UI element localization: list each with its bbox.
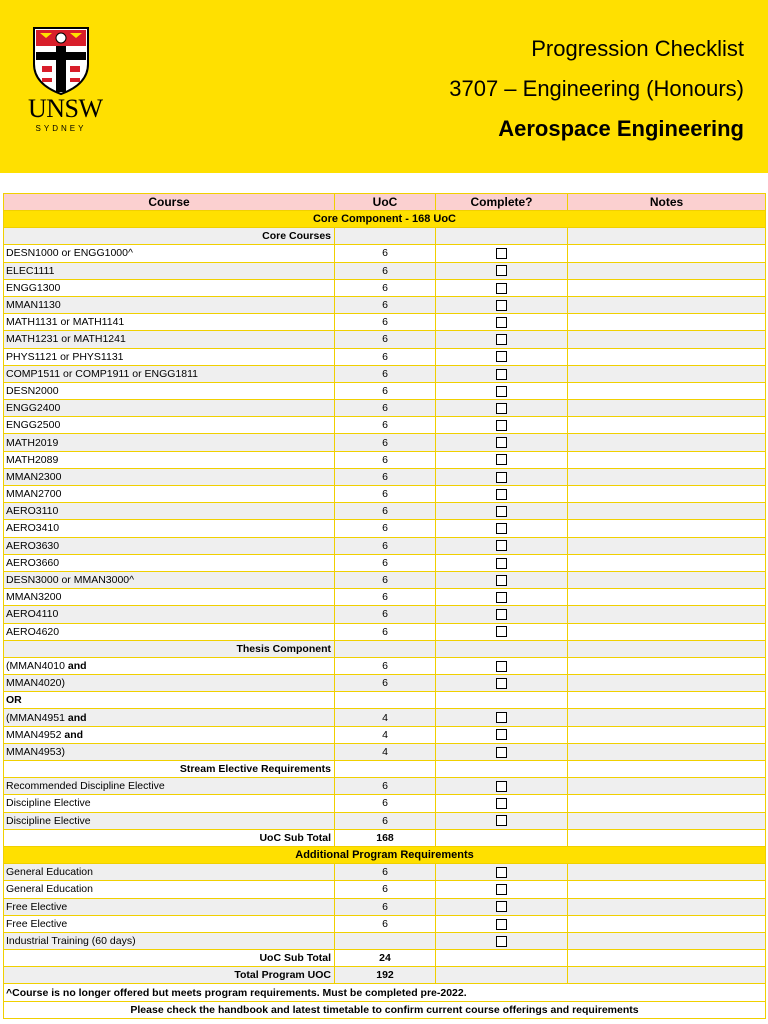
course-cell: Recommended Discipline Elective [4, 778, 335, 795]
course-cell [4, 692, 335, 709]
course-cell: DESN2000 [4, 382, 335, 399]
uoc-cell: 6 [335, 331, 436, 348]
complete-checkbox[interactable] [496, 936, 507, 947]
complete-cell [436, 554, 568, 571]
table-row [4, 296, 766, 313]
complete-checkbox[interactable] [496, 884, 507, 895]
complete-cell [436, 486, 568, 503]
complete-checkbox[interactable] [496, 867, 507, 878]
notes-cell [568, 382, 766, 399]
table-row [4, 657, 766, 674]
table-row [4, 881, 766, 898]
subheading-label: Stream Elective Requirements [4, 761, 335, 778]
course-code: MMAN4952 [6, 728, 62, 741]
subheading-thesis [4, 640, 766, 657]
table-row [4, 348, 766, 365]
complete-cell [436, 571, 568, 588]
course-cell: Discipline Elective [4, 795, 335, 812]
notes-cell [568, 743, 766, 760]
complete-cell [436, 245, 568, 262]
table-row [4, 400, 766, 417]
complete-cell [436, 743, 568, 760]
notes-cell [568, 468, 766, 485]
uoc-cell: 6 [335, 503, 436, 520]
course-cell [4, 726, 335, 743]
additional-subtotal-row [4, 950, 766, 967]
uoc-cell: 6 [335, 915, 436, 932]
complete-cell [436, 417, 568, 434]
course-cell: MATH2019 [4, 434, 335, 451]
complete-cell [436, 228, 568, 245]
and-connector: and [67, 711, 87, 724]
course-cell [4, 743, 335, 760]
uoc-cell: 6 [335, 675, 436, 692]
uoc-cell: 6 [335, 451, 436, 468]
uoc-cell: 4 [335, 743, 436, 760]
notes-cell [568, 640, 766, 657]
notes-cell [568, 795, 766, 812]
section-additional-requirements [4, 846, 766, 863]
notes-cell [568, 950, 766, 967]
table-row [4, 898, 766, 915]
and-connector: and [67, 659, 87, 672]
course-code: OR [6, 694, 22, 707]
notes-cell [568, 657, 766, 674]
notes-cell [568, 589, 766, 606]
table-row [4, 434, 766, 451]
logo-subtext: SYDNEY [35, 124, 87, 133]
complete-cell [436, 296, 568, 313]
section-heading: Additional Program Requirements [4, 846, 766, 863]
table-row [4, 468, 766, 485]
complete-checkbox[interactable] [496, 609, 507, 620]
course-cell [4, 657, 335, 674]
complete-cell [436, 761, 568, 778]
course-cell: AERO4110 [4, 606, 335, 623]
notes-cell [568, 778, 766, 795]
complete-cell [436, 778, 568, 795]
uoc-cell: 6 [335, 537, 436, 554]
total-label: UoC Sub Total [4, 829, 335, 846]
complete-cell [436, 967, 568, 984]
uoc-cell: 6 [335, 864, 436, 881]
complete-cell [436, 468, 568, 485]
total-value: 24 [335, 950, 436, 967]
uoc-cell: 6 [335, 778, 436, 795]
table-row [4, 520, 766, 537]
subheading-core-courses [4, 228, 766, 245]
notes-cell [568, 400, 766, 417]
complete-cell [436, 451, 568, 468]
complete-checkbox[interactable] [496, 506, 507, 517]
course-cell [4, 675, 335, 692]
complete-checkbox[interactable] [496, 626, 507, 637]
subheading-label: Core Courses [4, 228, 335, 245]
notes-cell [568, 520, 766, 537]
course-code: MMAN4953) [6, 745, 65, 758]
notes-cell [568, 245, 766, 262]
handbook-note-text: Please check the handbook and latest timetable to confirm current course offerings and requirements [4, 1001, 766, 1018]
course-cell: Discipline Elective [4, 812, 335, 829]
complete-checkbox[interactable] [496, 403, 507, 414]
table-row [4, 451, 766, 468]
table-row [4, 417, 766, 434]
notes-cell [568, 967, 766, 984]
uoc-cell: 6 [335, 382, 436, 399]
uoc-cell: 6 [335, 468, 436, 485]
uoc-cell: 6 [335, 795, 436, 812]
course-cell: PHYS1121 or PHYS1131 [4, 348, 335, 365]
course-cell: DESN3000 or MMAN3000^ [4, 571, 335, 588]
course-cell: Industrial Training (60 days) [4, 932, 335, 949]
course-cell: COMP1511 or COMP1911 or ENGG1811 [4, 365, 335, 382]
complete-cell [436, 623, 568, 640]
complete-checkbox[interactable] [496, 351, 507, 362]
table-row [4, 778, 766, 795]
complete-checkbox[interactable] [496, 386, 507, 397]
uoc-cell: 6 [335, 657, 436, 674]
subheading-stream-electives [4, 761, 766, 778]
uoc-cell: 6 [335, 262, 436, 279]
uoc-cell: 4 [335, 726, 436, 743]
notes-cell [568, 434, 766, 451]
column-header-course: Course [4, 194, 335, 211]
table-row [4, 915, 766, 932]
course-cell: AERO3410 [4, 520, 335, 537]
complete-checkbox[interactable] [496, 712, 507, 723]
notes-cell [568, 881, 766, 898]
table-row [4, 382, 766, 399]
table-row [4, 571, 766, 588]
total-value: 168 [335, 829, 436, 846]
notes-cell [568, 898, 766, 915]
complete-cell [436, 520, 568, 537]
table-row [4, 726, 766, 743]
complete-cell [436, 606, 568, 623]
notes-cell [568, 812, 766, 829]
section-core-component [4, 211, 766, 228]
complete-cell [436, 881, 568, 898]
complete-cell [436, 589, 568, 606]
course-cell: MATH1131 or MATH1141 [4, 314, 335, 331]
complete-checkbox[interactable] [496, 575, 507, 586]
progression-table [3, 193, 766, 1019]
complete-cell [436, 795, 568, 812]
uoc-cell: 6 [335, 606, 436, 623]
notes-cell [568, 296, 766, 313]
uoc-cell: 6 [335, 623, 436, 640]
complete-checkbox[interactable] [496, 661, 507, 672]
footnote-text: ^Course is no longer offered but meets program requirements. Must be completed pre-2022. [4, 984, 766, 1001]
and-connector: and [64, 728, 84, 741]
column-header-complete: Complete? [436, 194, 568, 211]
notes-cell [568, 279, 766, 296]
complete-cell [436, 726, 568, 743]
uoc-cell: 6 [335, 314, 436, 331]
uoc-cell: 6 [335, 279, 436, 296]
uoc-cell [335, 228, 436, 245]
notes-cell [568, 365, 766, 382]
complete-cell [436, 365, 568, 382]
uoc-cell: 6 [335, 812, 436, 829]
course-cell: MATH2089 [4, 451, 335, 468]
complete-checkbox[interactable] [496, 747, 507, 758]
uoc-cell: 6 [335, 296, 436, 313]
complete-checkbox[interactable] [496, 454, 507, 465]
notes-cell [568, 554, 766, 571]
document-title: Progression Checklist [531, 36, 744, 61]
complete-cell [436, 915, 568, 932]
course-cell: AERO4620 [4, 623, 335, 640]
notes-cell [568, 417, 766, 434]
complete-checkbox[interactable] [496, 798, 507, 809]
complete-checkbox[interactable] [496, 919, 507, 930]
table-row [4, 245, 766, 262]
uoc-cell [335, 640, 436, 657]
complete-checkbox[interactable] [496, 592, 507, 603]
notes-cell [568, 571, 766, 588]
complete-cell [436, 400, 568, 417]
complete-checkbox[interactable] [496, 472, 507, 483]
table-row [4, 262, 766, 279]
course-cell: ELEC1111 [4, 262, 335, 279]
complete-cell [436, 657, 568, 674]
course-cell: AERO3660 [4, 554, 335, 571]
table-row [4, 606, 766, 623]
notes-cell [568, 503, 766, 520]
notes-cell [568, 314, 766, 331]
complete-checkbox[interactable] [496, 248, 507, 259]
table-row [4, 932, 766, 949]
table-row [4, 623, 766, 640]
section-heading: Core Component - 168 UoC [4, 211, 766, 228]
complete-checkbox[interactable] [496, 369, 507, 380]
complete-cell [436, 898, 568, 915]
complete-cell [436, 950, 568, 967]
complete-checkbox[interactable] [496, 540, 507, 551]
complete-checkbox[interactable] [496, 317, 507, 328]
table-row [4, 743, 766, 760]
handbook-note-row [4, 1001, 766, 1018]
footnote-row [4, 984, 766, 1001]
complete-cell [436, 932, 568, 949]
uoc-cell: 6 [335, 417, 436, 434]
complete-cell [436, 279, 568, 296]
uoc-cell: 6 [335, 898, 436, 915]
column-header-notes: Notes [568, 194, 766, 211]
complete-cell [436, 331, 568, 348]
uoc-cell [335, 932, 436, 949]
course-cell: Free Elective [4, 898, 335, 915]
program-title: 3707 – Engineering (Honours) [449, 76, 744, 101]
table-row [4, 812, 766, 829]
complete-checkbox[interactable] [496, 781, 507, 792]
table-row [4, 864, 766, 881]
complete-cell [436, 864, 568, 881]
uoc-cell: 6 [335, 571, 436, 588]
uoc-cell: 6 [335, 520, 436, 537]
course-cell: MMAN2700 [4, 486, 335, 503]
uoc-cell: 4 [335, 709, 436, 726]
complete-checkbox[interactable] [496, 558, 507, 569]
header-banner [0, 0, 768, 173]
notes-cell [568, 606, 766, 623]
table-row [4, 365, 766, 382]
complete-checkbox[interactable] [496, 265, 507, 276]
course-cell: General Education [4, 881, 335, 898]
course-cell: General Education [4, 864, 335, 881]
complete-checkbox[interactable] [496, 678, 507, 689]
complete-cell [436, 382, 568, 399]
uoc-cell [335, 761, 436, 778]
complete-cell [436, 675, 568, 692]
course-cell: ENGG1300 [4, 279, 335, 296]
table-row [4, 692, 766, 709]
complete-cell [436, 434, 568, 451]
notes-cell [568, 761, 766, 778]
complete-checkbox[interactable] [496, 489, 507, 500]
table-row [4, 675, 766, 692]
table-row [4, 503, 766, 520]
uoc-cell: 6 [335, 486, 436, 503]
total-program-row [4, 967, 766, 984]
complete-checkbox[interactable] [496, 420, 507, 431]
unsw-crest-icon [28, 24, 94, 96]
logo-wordmark: UNSW [28, 94, 103, 123]
table-row [4, 709, 766, 726]
notes-cell [568, 915, 766, 932]
course-code: MMAN4020) [6, 677, 65, 690]
specialisation-title: Aerospace Engineering [498, 116, 744, 141]
complete-cell [436, 812, 568, 829]
complete-cell [436, 348, 568, 365]
complete-cell [436, 537, 568, 554]
total-label: UoC Sub Total [4, 950, 335, 967]
complete-cell [436, 692, 568, 709]
uoc-cell: 6 [335, 348, 436, 365]
course-cell: ENGG2500 [4, 417, 335, 434]
complete-cell [436, 709, 568, 726]
notes-cell [568, 932, 766, 949]
complete-cell [436, 314, 568, 331]
course-cell: AERO3110 [4, 503, 335, 520]
notes-cell [568, 675, 766, 692]
table-row [4, 486, 766, 503]
column-header-uoc: UoC [335, 194, 436, 211]
complete-checkbox[interactable] [496, 334, 507, 345]
table-row [4, 279, 766, 296]
notes-cell [568, 228, 766, 245]
table-row [4, 537, 766, 554]
course-cell: MMAN2300 [4, 468, 335, 485]
notes-cell [568, 709, 766, 726]
total-value: 192 [335, 967, 436, 984]
uoc-cell: 6 [335, 245, 436, 262]
notes-cell [568, 262, 766, 279]
course-code: (MMAN4010 [6, 659, 65, 672]
notes-cell [568, 537, 766, 554]
course-cell [4, 709, 335, 726]
table-row [4, 795, 766, 812]
table-row [4, 331, 766, 348]
column-header-row [4, 194, 766, 211]
notes-cell [568, 486, 766, 503]
table-row [4, 589, 766, 606]
notes-cell [568, 623, 766, 640]
complete-checkbox[interactable] [496, 901, 507, 912]
course-cell: AERO3630 [4, 537, 335, 554]
table-row [4, 554, 766, 571]
uoc-cell: 6 [335, 365, 436, 382]
uoc-cell [335, 692, 436, 709]
complete-checkbox[interactable] [496, 300, 507, 311]
complete-cell [436, 640, 568, 657]
uoc-cell: 6 [335, 400, 436, 417]
course-cell: Free Elective [4, 915, 335, 932]
notes-cell [568, 451, 766, 468]
notes-cell [568, 829, 766, 846]
complete-cell [436, 503, 568, 520]
course-code: (MMAN4951 [6, 711, 65, 724]
uoc-cell: 6 [335, 554, 436, 571]
complete-checkbox[interactable] [496, 729, 507, 740]
complete-checkbox[interactable] [496, 283, 507, 294]
complete-cell [436, 829, 568, 846]
course-cell: MATH1231 or MATH1241 [4, 331, 335, 348]
notes-cell [568, 864, 766, 881]
notes-cell [568, 331, 766, 348]
uoc-cell: 6 [335, 434, 436, 451]
core-subtotal-row [4, 829, 766, 846]
complete-checkbox[interactable] [496, 523, 507, 534]
complete-cell [436, 262, 568, 279]
complete-checkbox[interactable] [496, 437, 507, 448]
uoc-cell: 6 [335, 881, 436, 898]
uoc-cell: 6 [335, 589, 436, 606]
notes-cell [568, 726, 766, 743]
table-row [4, 314, 766, 331]
total-label: Total Program UOC [4, 967, 335, 984]
header-titles [449, 32, 744, 146]
course-cell: MMAN3200 [4, 589, 335, 606]
course-cell: ENGG2400 [4, 400, 335, 417]
course-cell: DESN1000 or ENGG1000^ [4, 245, 335, 262]
complete-checkbox[interactable] [496, 815, 507, 826]
course-cell: MMAN1130 [4, 296, 335, 313]
notes-cell [568, 348, 766, 365]
notes-cell [568, 692, 766, 709]
subheading-label: Thesis Component [4, 640, 335, 657]
